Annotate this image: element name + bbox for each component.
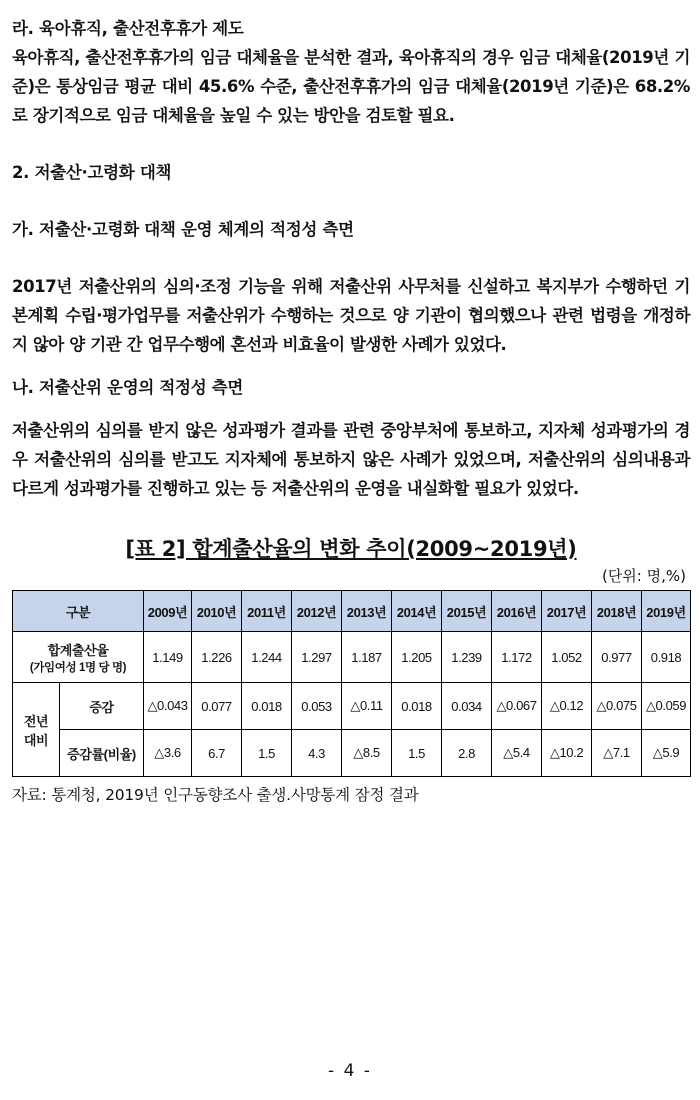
table-row-rate — [13, 730, 691, 777]
section-ra-body: 육아휴직, 출산전후휴가의 임금 대체율을 분석한 결과, 육아휴직의 경우 임금 대체율(2019년 기준)은 통상임금 평균 대비 45.6% 수준, 출산전후휴가의 임금 대체율(2019년 기준)은 68.2%로 장기적으로 임금 대체율을 높일 수 있는 방안을 검토할 필요. — [12, 48, 690, 125]
table-cell: △7.1 — [592, 730, 642, 777]
table-cell: △5.9 — [642, 730, 691, 777]
header-year: 2013년 — [342, 591, 392, 632]
table-cell: 6.7 — [192, 730, 242, 777]
section-na-title: 나. 저출산위 운영의 적정성 측면 — [12, 378, 244, 397]
group-label-yoy — [13, 683, 60, 777]
row-label-tfr — [13, 632, 144, 683]
section-na-body: 저출산위의 심의를 받지 않은 성과평가 결과를 관련 중앙부처에 통보하고, 지자체 성과평가의 경우 저출산위의 심의를 받고도 지자체에 통보하지 않은 사례가 있었으며, 저출산위의 심의내용과 다르게 성과평가를 진행하고 있는 등 저출산위의 운영을 내실화할 필요가 있었다. — [12, 421, 690, 498]
page-number: - 4 - — [328, 1061, 372, 1081]
section-2-title: 2. 저출산·고령화 대책 — [12, 163, 172, 182]
table-cell: 0.018 — [242, 683, 292, 730]
table-cell: 1.297 — [292, 632, 342, 683]
table-cell: 0.977 — [592, 632, 642, 683]
group-label-line1: 전년 — [23, 713, 49, 729]
fertility-rate-table — [12, 590, 691, 777]
table-cell: 1.226 — [192, 632, 242, 683]
table-cell: 0.034 — [442, 683, 492, 730]
table-cell: 0.053 — [292, 683, 342, 730]
table-cell: 0.018 — [392, 683, 442, 730]
row-label-change: 증감 — [60, 683, 144, 730]
header-year: 2019년 — [642, 591, 691, 632]
header-year: 2014년 — [392, 591, 442, 632]
table-cell: △3.6 — [144, 730, 192, 777]
row-label-tfr-line2: (가임여성 1명 당 명) — [29, 661, 127, 674]
table-cell: 1.172 — [492, 632, 542, 683]
header-year: 2017년 — [542, 591, 592, 632]
table-cell: △0.059 — [642, 683, 691, 730]
table-cell: △8.5 — [342, 730, 392, 777]
header-year: 2011년 — [242, 591, 292, 632]
table-title: [표 2] 합계출산율의 변화 추이(2009~2019년) — [125, 537, 577, 561]
header-year: 2010년 — [192, 591, 242, 632]
table-cell: △0.043 — [144, 683, 192, 730]
table-cell: △0.067 — [492, 683, 542, 730]
document-page — [12, 14, 690, 805]
table-cell: △0.11 — [342, 683, 392, 730]
header-year: 2015년 — [442, 591, 492, 632]
table-cell: 1.5 — [242, 730, 292, 777]
group-label-line2: 대비 — [23, 732, 49, 748]
header-year: 2012년 — [292, 591, 342, 632]
header-year: 2018년 — [592, 591, 642, 632]
table-cell: 0.077 — [192, 683, 242, 730]
table-cell: △0.12 — [542, 683, 592, 730]
table-row-tfr — [13, 632, 691, 683]
header-year: 2016년 — [492, 591, 542, 632]
table-cell: 1.5 — [392, 730, 442, 777]
section-ra-title: 라. 육아휴직, 출산전후휴가 제도 — [12, 19, 244, 38]
table-cell: 0.918 — [642, 632, 691, 683]
table-cell: 1.239 — [442, 632, 492, 683]
section-ga-body: 2017년 저출산위의 심의·조정 기능을 위해 저출산위 사무처를 신설하고 복지부가 수행하던 기본계획 수립·평가업무를 저출산위가 수행하는 것으로 양 기관이 협의했으나 관련 법령을 개정하지 않아 양 기관 간 업무수행에 혼선과 비효율이 발생한 사례가 있었다. — [12, 277, 690, 354]
table-cell: 1.149 — [144, 632, 192, 683]
table-cell: 1.244 — [242, 632, 292, 683]
table-source: 자료: 통계청, 2019년 인구동향조사 출생.사망통계 잠정 결과 — [12, 786, 419, 804]
table-cell: △0.075 — [592, 683, 642, 730]
table-cell: 4.3 — [292, 730, 342, 777]
table-cell: 1.205 — [392, 632, 442, 683]
row-label-rate: 증감률(비율) — [60, 730, 144, 777]
table-unit: (단위: 명,%) — [601, 567, 686, 585]
table-header-row — [13, 591, 691, 632]
table-row-change — [13, 683, 691, 730]
header-year: 2009년 — [144, 591, 192, 632]
header-category: 구분 — [13, 591, 144, 632]
table-cell: 1.187 — [342, 632, 392, 683]
table-cell: 1.052 — [542, 632, 592, 683]
row-label-tfr-line1: 합계출산율 — [47, 642, 109, 658]
table-cell: △5.4 — [492, 730, 542, 777]
table-cell: △10.2 — [542, 730, 592, 777]
section-ga-title: 가. 저출산·고령화 대책 운영 체계의 적정성 측면 — [12, 220, 354, 239]
table-cell: 2.8 — [442, 730, 492, 777]
